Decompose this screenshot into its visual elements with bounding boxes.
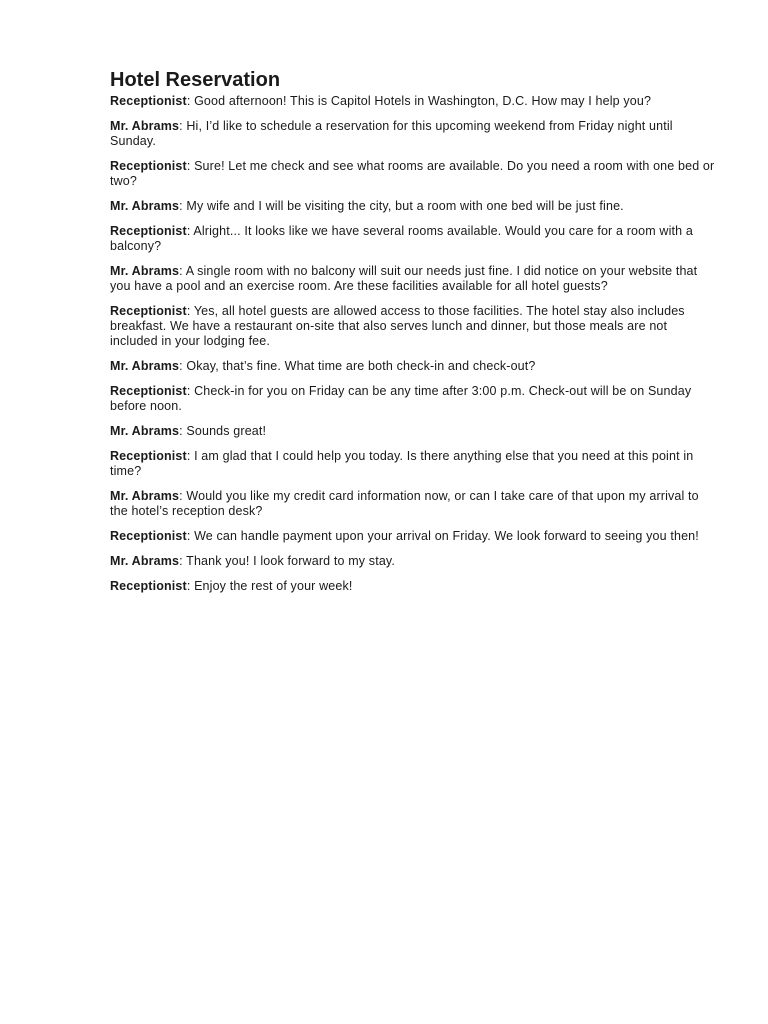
dialogue-line: Mr. Abrams: A single room with no balcony will suit our needs just fine. I did notice on your website that you have a pool and an exercise room. Are these facilities available for all hotel guests? <box>110 264 698 293</box>
utterance-text: Alright... It looks like we have several rooms available. Would you care for a room with a balcony? <box>110 224 693 253</box>
utterance-text: Sounds great! <box>186 424 267 438</box>
utterance-text: Sure! Let me check and see what rooms are available. Do you need a room with one bed or two? <box>110 159 715 188</box>
dialogue-line: Receptionist: We can handle payment upon your arrival on Friday. We look forward to seeing you then! <box>110 529 699 543</box>
utterance-text: My wife and I will be visiting the city, but a room with one bed will be just fine. <box>186 199 624 213</box>
dialogue-line: Mr. Abrams: Thank you! I look forward to my stay. <box>110 554 396 568</box>
utterance-text: Check-in for you on Friday can be any time after 3:00 p.m. Check-out will be on Sunday before noon. <box>110 384 692 413</box>
speaker-name: Receptionist <box>110 384 187 398</box>
speaker-name: Receptionist <box>110 304 187 318</box>
document-title: Hotel Reservation <box>110 69 281 91</box>
speaker-name: Receptionist <box>110 579 187 593</box>
dialogue-line: Receptionist: Alright... It looks like we have several rooms available. Would you care for a room with a balcony? <box>110 224 693 253</box>
speaker-name: Mr. Abrams <box>110 554 180 568</box>
utterance-text: Yes, all hotel guests are allowed access to those facilities. The hotel stay also includes breakfast. We have a restaurant on-site that also serves lunch and dinner, but those meals are not included in your lodging fee. <box>110 304 685 348</box>
dialogue-list <box>110 94 718 594</box>
dialogue-line: Receptionist: Sure! Let me check and see what rooms are available. Do you need a room with one bed or two? <box>110 159 715 188</box>
utterance-text: Okay, that’s fine. What time are both check-in and check-out? <box>186 359 536 373</box>
utterance-text: Enjoy the rest of your week! <box>194 579 353 593</box>
speaker-name: Receptionist <box>110 94 187 108</box>
speaker-name: Mr. Abrams <box>110 264 180 278</box>
speaker-name: Receptionist <box>110 449 187 463</box>
speaker-name: Mr. Abrams <box>110 199 180 213</box>
dialogue-line: Mr. Abrams: My wife and I will be visiting the city, but a room with one bed will be just fine. <box>110 199 624 213</box>
speaker-name: Mr. Abrams <box>110 489 180 503</box>
dialogue-line: Receptionist: Yes, all hotel guests are allowed access to those facilities. The hotel stay also includes breakfast. We have a restaurant on-site that also serves lunch and dinner, but those meals are not included in your lodging fee. <box>110 304 685 348</box>
speaker-name: Receptionist <box>110 159 187 173</box>
dialogue-line: Mr. Abrams: Hi, I’d like to schedule a reservation for this upcoming weekend from Friday night until Sunday. <box>110 119 673 148</box>
utterance-text: We can handle payment upon your arrival on Friday. We look forward to seeing you then! <box>194 529 699 543</box>
dialogue-line: Receptionist: I am glad that I could help you today. Is there anything else that you need at this point in time? <box>110 449 694 478</box>
dialogue-line: Mr. Abrams: Would you like my credit card information now, or can I take care of that upon my arrival to the hotel’s reception desk? <box>110 489 699 518</box>
dialogue-line: Mr. Abrams: Sounds great! <box>110 424 267 438</box>
document-page <box>110 66 718 604</box>
speaker-name: Mr. Abrams <box>110 359 180 373</box>
utterance-text: A single room with no balcony will suit our needs just fine. I did notice on your website that you have a pool and an exercise room. Are these facilities available for all hotel guests? <box>110 264 698 293</box>
speaker-name: Mr. Abrams <box>110 119 180 133</box>
dialogue-line: Receptionist: Good afternoon! This is Capitol Hotels in Washington, D.C. How may I help you? <box>110 94 652 108</box>
speaker-name: Receptionist <box>110 529 187 543</box>
utterance-text: Hi, I’d like to schedule a reservation for this upcoming weekend from Friday night until Sunday. <box>110 119 673 148</box>
utterance-text: I am glad that I could help you today. Is there anything else that you need at this point in time? <box>110 449 694 478</box>
utterance-text: Would you like my credit card information now, or can I take care of that upon my arrival to the hotel’s reception desk? <box>110 489 699 518</box>
utterance-text: Good afternoon! This is Capitol Hotels in Washington, D.C. How may I help you? <box>194 94 652 108</box>
dialogue-line: Receptionist: Enjoy the rest of your week! <box>110 579 353 593</box>
dialogue-line: Mr. Abrams: Okay, that’s fine. What time are both check-in and check-out? <box>110 359 536 373</box>
dialogue-line: Receptionist: Check-in for you on Friday can be any time after 3:00 p.m. Check-out will be on Sunday before noon. <box>110 384 692 413</box>
utterance-text: Thank you! I look forward to my stay. <box>186 554 396 568</box>
speaker-name: Receptionist <box>110 224 187 238</box>
speaker-name: Mr. Abrams <box>110 424 180 438</box>
